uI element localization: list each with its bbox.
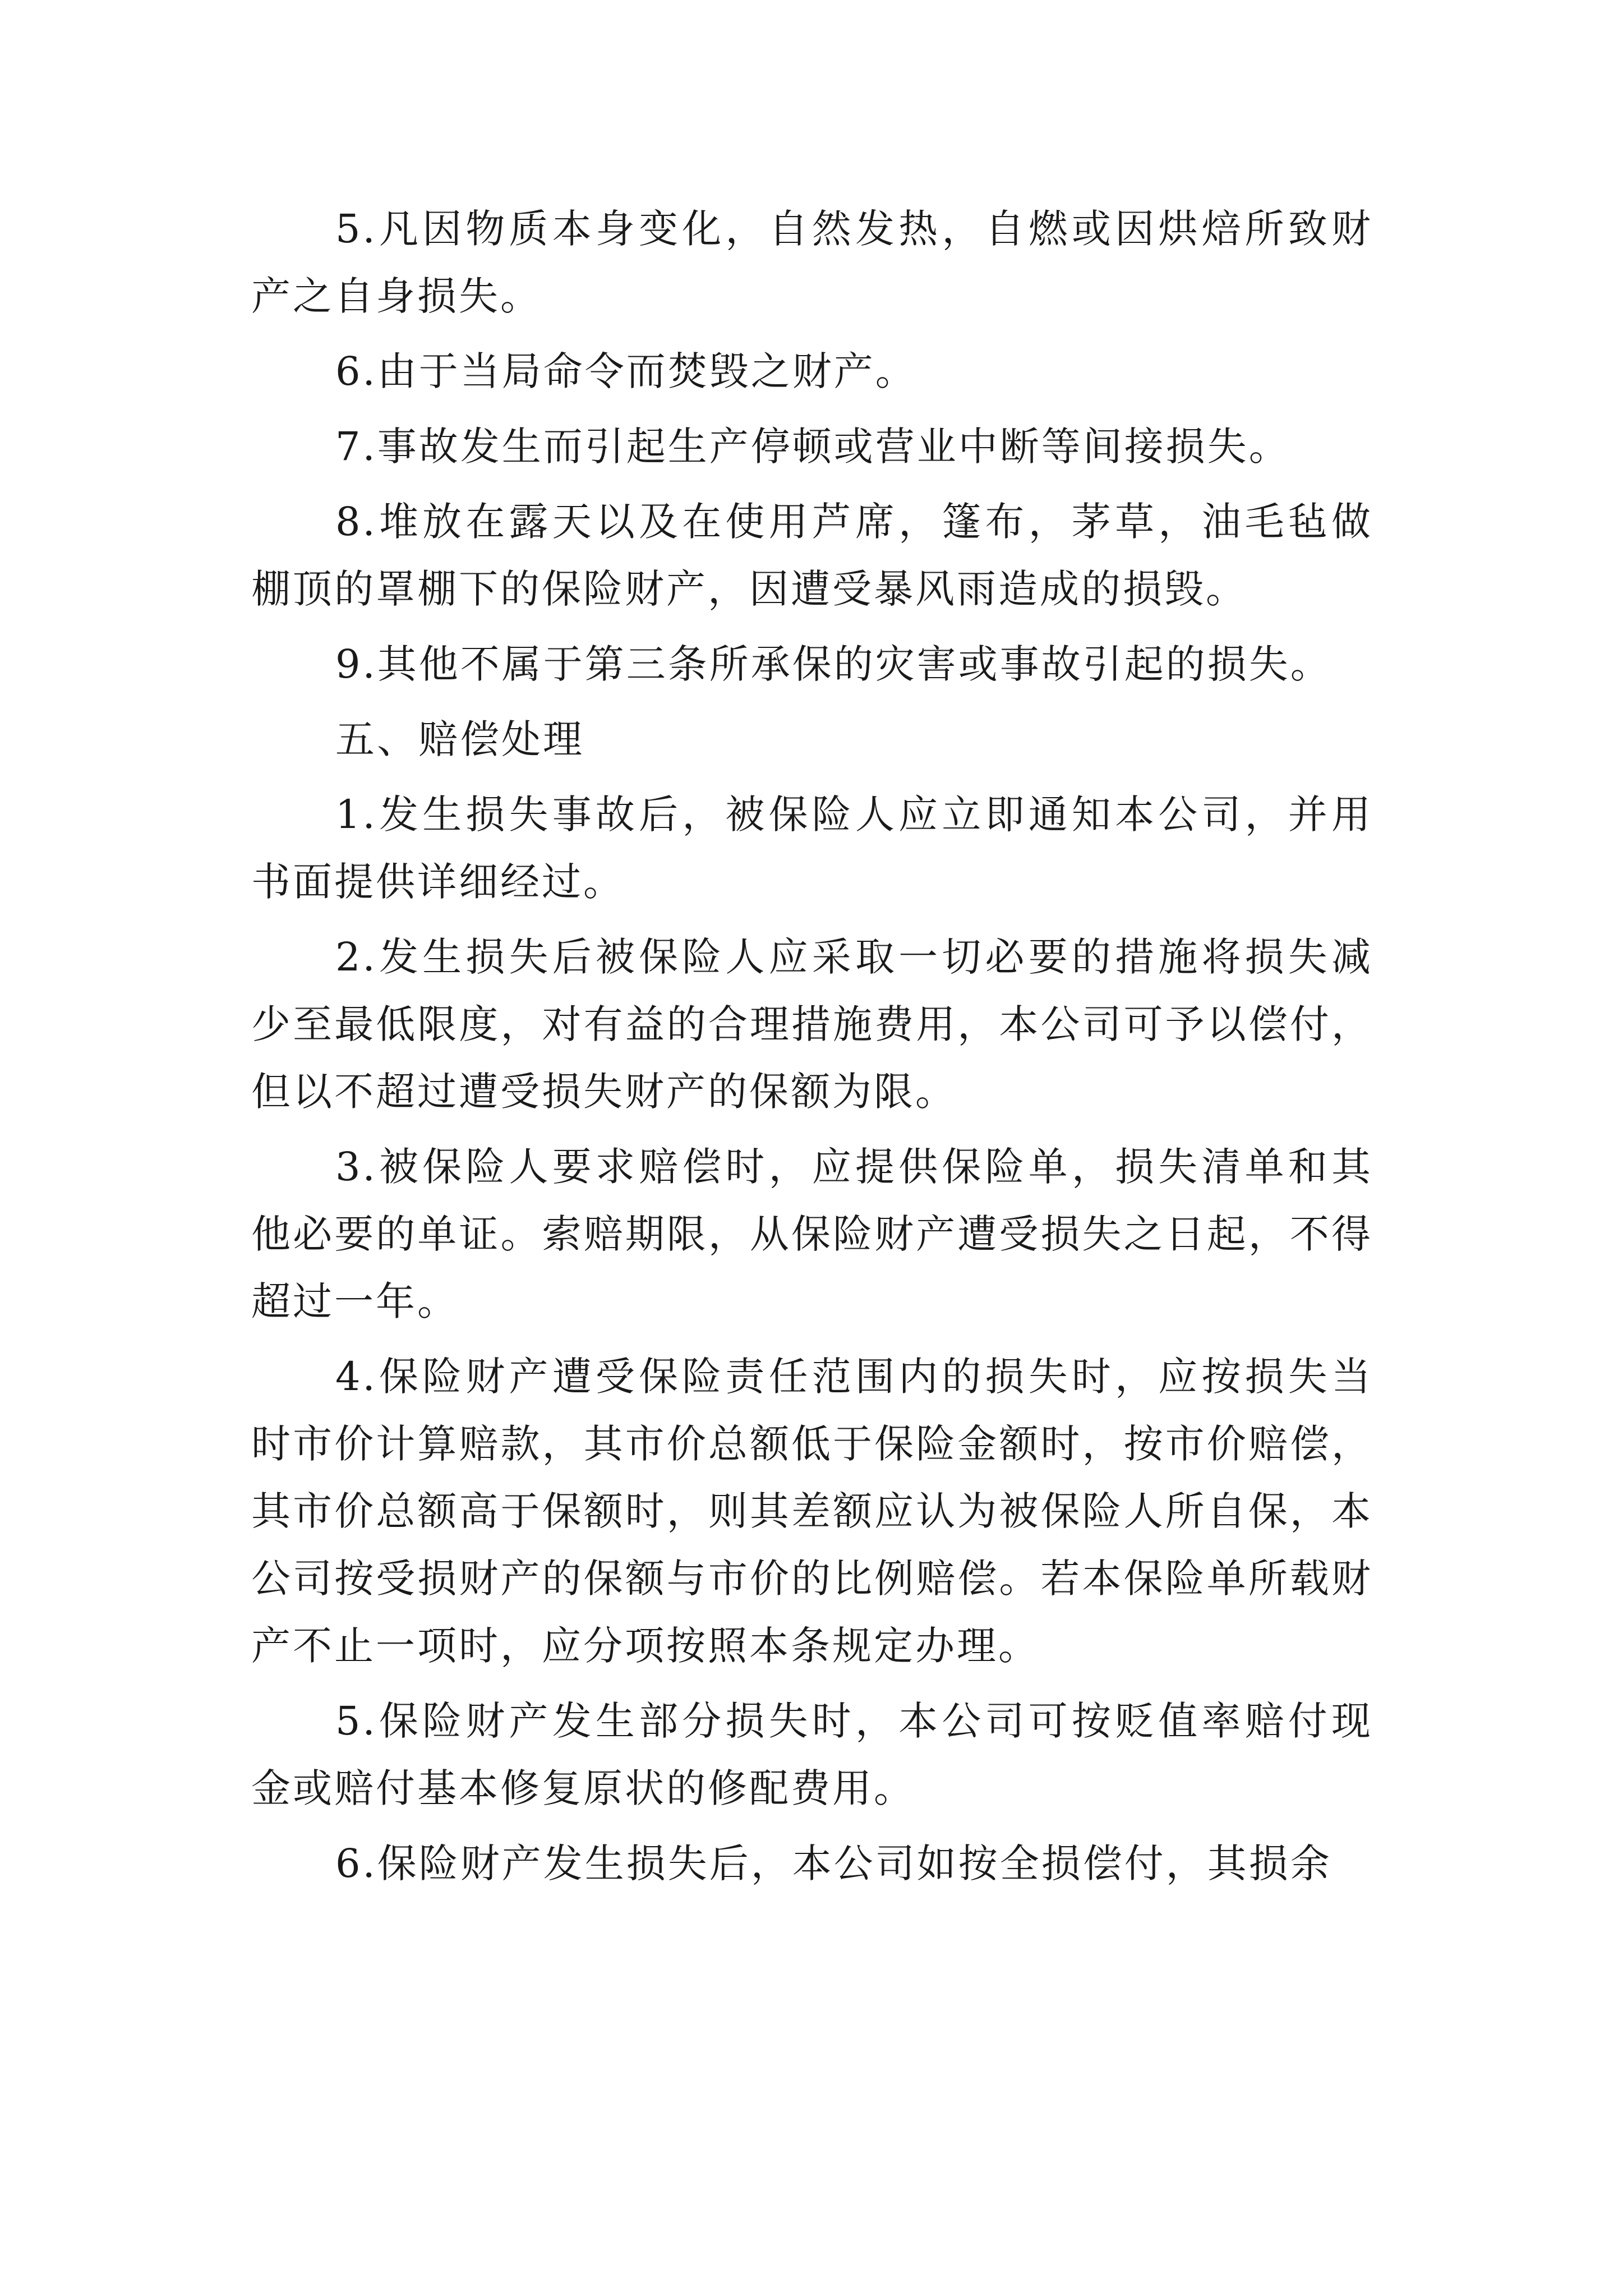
- clause-5-2: 2.发生损失后被保险人应采取一切必要的措施将损失减少至最低限度，对有益的合理措施费用，本公司可予以偿付，但以不超过遭受损失财产的保额为限。: [251, 934, 1373, 1115]
- clause-5-3: 3.被保险人要求赔偿时，应提供保险单，损失清单和其他必要的单证。索赔期限，从保险财产遭受损失之日起，不得超过一年。: [251, 1144, 1373, 1324]
- clause-5-4: 4.保险财产遭受保险责任范围内的损失时，应按损失当时市价计算赔款，其市价总额低于保险金额时，按市价赔偿，其市价总额高于保额时，则其差额应认为被保险人所自保，本公司按受损财产的保额与市价的比例赔偿。若本保险单所载财产不止一项时，应分项按照本条规定办理。: [251, 1354, 1373, 1669]
- section-heading-compensation: 五、赔偿处理: [335, 716, 584, 762]
- clause-4-9: 9.其他不属于第三条所承保的灾害或事故引起的损失。: [335, 641, 1332, 687]
- clause-4-5: 5.凡因物质本身变化，自然发热，自燃或因烘焙所致财产之自身损失。: [251, 206, 1373, 319]
- clause-5-1: 1.发生损失事故后，被保险人应立即通知本公司，并用书面提供详细经过。: [251, 792, 1373, 905]
- document-body: [251, 195, 1373, 1905]
- clause-4-7: 7.事故发生而引起生产停顿或营业中断等间接损失。: [335, 424, 1290, 470]
- clause-4-6: 6.由于当局命令而焚毁之财产。: [335, 348, 917, 394]
- clause-5-5: 5.保险财产发生部分损失时，本公司可按贬值率赔付现金或赔付基本修复原状的修配费用。: [251, 1698, 1373, 1811]
- clause-5-6: 6.保险财产发生损失后，本公司如按全损偿付，其损余: [335, 1841, 1332, 1887]
- clause-4-8: 8.堆放在露天以及在使用芦席，篷布，茅草，油毛毡做棚顶的罩棚下的保险财产，因遭受暴风雨造成的损毁。: [251, 499, 1373, 612]
